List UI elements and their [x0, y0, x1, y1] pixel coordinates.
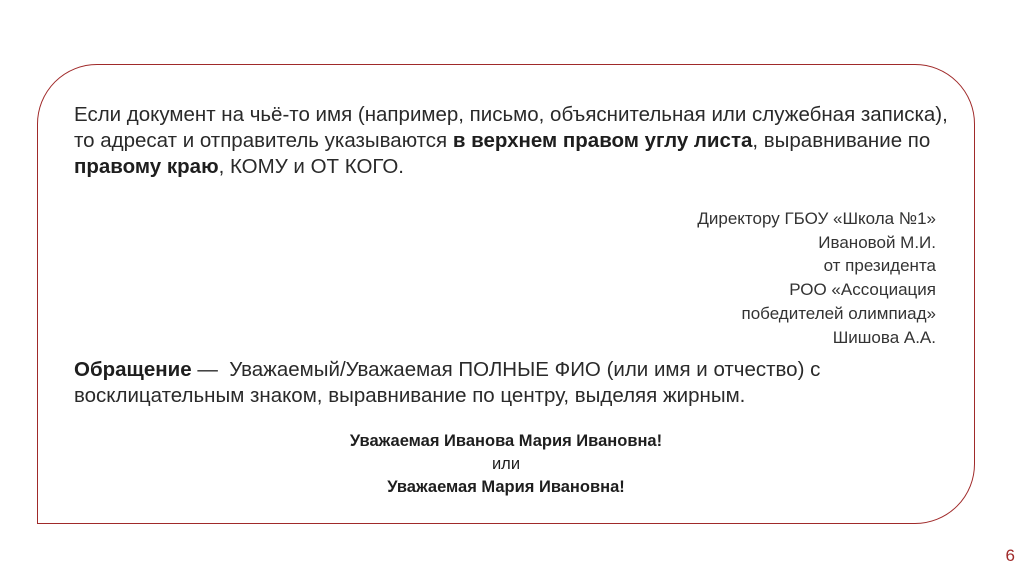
address-line: победителей олимпиад»	[741, 303, 936, 323]
intro-paragraph	[74, 102, 974, 180]
address-line: Шишова А.А.	[832, 327, 936, 347]
intro-text-3: , КОМУ и ОТ КОГО.	[218, 155, 404, 178]
address-line: от президента	[823, 256, 936, 276]
appeal-label: Обращение	[74, 358, 192, 381]
greeting-example-2: Уважаемая Мария Ивановна!	[387, 478, 625, 496]
intro-text-1: Если документ на чьё-то имя (например, письмо, объяснительная или служебная записка), то адресат и отправитель указываются	[74, 103, 948, 152]
address-line: Директору ГБОУ «Школа №1»	[697, 209, 936, 228]
greeting-example-1: Уважаемая Иванова Мария Ивановна!	[349, 432, 663, 450]
address-line: РОО «Ассоциация	[789, 280, 936, 300]
address-block	[697, 207, 936, 349]
intro-bold-1: в верхнем правом углу листа	[452, 129, 753, 152]
address-line: Ивановой М.И.	[818, 232, 936, 252]
appeal-dash: —	[191, 358, 230, 381]
appeal-paragraph	[74, 357, 974, 409]
greeting-or: или	[491, 455, 521, 473]
intro-text-2: , выравнивание по	[752, 129, 931, 152]
appeal-text: Уважаемый/Уважаемая ПОЛНЫЕ ФИО (или имя и отчество) с восклицательным знаком, выравнивание по центру, выделяя жирным.	[74, 358, 821, 407]
intro-bold-2: правому краю	[74, 155, 219, 178]
page-number: 6	[1005, 546, 1015, 565]
greeting-examples	[37, 430, 975, 499]
